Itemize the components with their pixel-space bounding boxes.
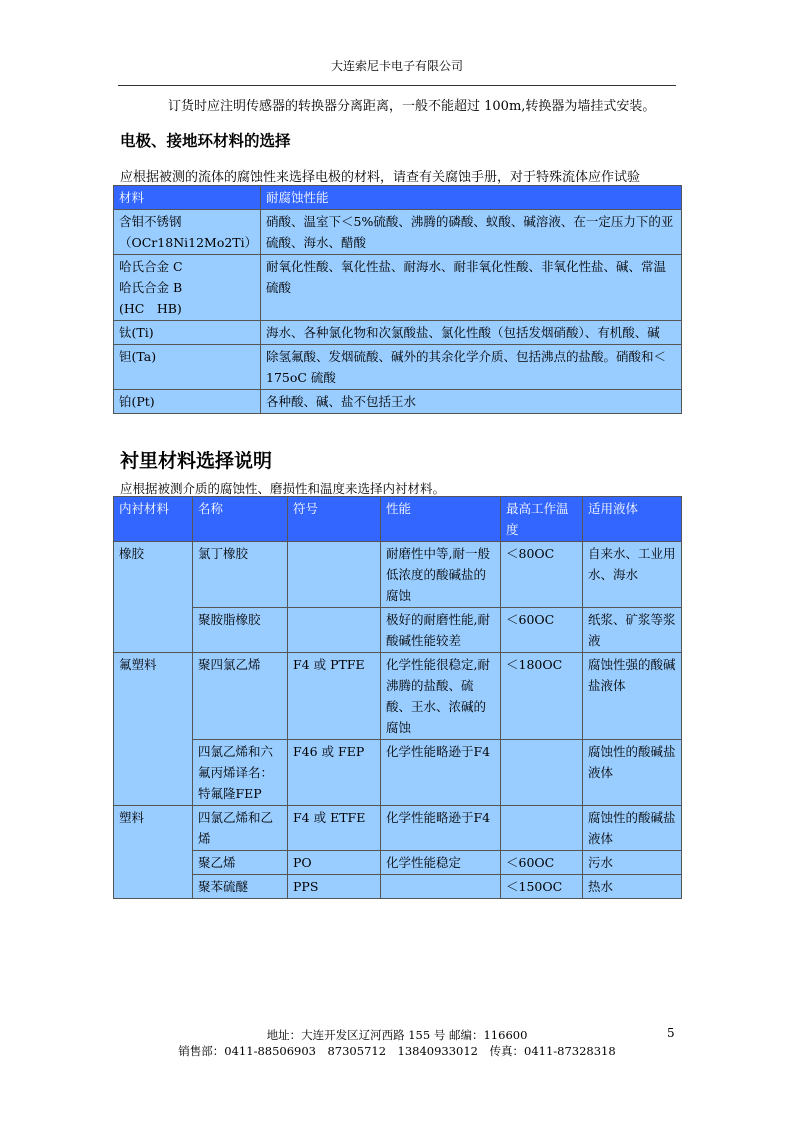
table-row [114, 806, 682, 851]
temp-cell: ＜180OC [501, 653, 583, 740]
resistance-cell: 硝酸、温室下＜5%硫酸、沸腾的磷酸、蚁酸、碱溶液、在一定压力下的亚硫酸、海水、醋酸 [261, 210, 682, 255]
material-cell: 钽(Ta) [114, 345, 261, 390]
name-cell: 四氯乙烯和乙烯 [193, 806, 288, 851]
temp-cell: ＜60OC [501, 608, 583, 653]
temp-cell: ＜80OC [501, 542, 583, 608]
table-row [114, 210, 682, 255]
table-row [114, 321, 682, 345]
temp-cell: ＜150OC [501, 875, 583, 899]
col-header-performance: 性能 [381, 497, 501, 542]
symbol-cell [288, 608, 381, 653]
col-header-resistance: 耐腐蚀性能 [261, 186, 682, 210]
name-cell: 聚乙烯 [193, 851, 288, 875]
section-title-electrode: 电极、接地环材料的选择 [120, 132, 291, 150]
lining-group-cell: 塑料 [114, 806, 193, 899]
liquid-cell: 纸浆、矿浆等浆液 [583, 608, 682, 653]
temp-cell [501, 806, 583, 851]
col-header-liquid: 适用液体 [583, 497, 682, 542]
footer-contact: 销售部：0411-88506903 87305712 13840933012 传真：0411-87328318 [178, 1044, 616, 1058]
liquid-cell: 污水 [583, 851, 682, 875]
performance-cell: 化学性能很稳定,耐沸腾的盐酸、硫酸、王水、浓碱的腐蚀 [381, 653, 501, 740]
section-title-lining: 衬里材料选择说明 [120, 450, 273, 472]
resistance-cell: 除氢氟酸、发烟硫酸、碱外的其余化学介质、包括沸点的盐酸。硝酸和＜175oC 硫酸 [261, 345, 682, 390]
table-row [114, 608, 682, 653]
performance-cell: 化学性能稳定 [381, 851, 501, 875]
table-row [114, 875, 682, 899]
name-cell: 聚四氯乙烯 [193, 653, 288, 740]
material-cell: 含钼不锈钢 （OCr18Ni12Mo2Ti） [114, 210, 261, 255]
liquid-cell: 腐蚀性的酸碱盐液体 [583, 740, 682, 806]
col-header-name: 名称 [193, 497, 288, 542]
electrode-material-table [113, 185, 682, 414]
name-cell: 聚胺脂橡胶 [193, 608, 288, 653]
install-note: 订货时应注明传感器的转换器分离距离，一般不能超过 100m,转换器为墙挂式安装。 [168, 99, 656, 114]
table-row [114, 345, 682, 390]
table-header-row [114, 186, 682, 210]
liquid-cell: 腐蚀性强的酸碱盐液体 [583, 653, 682, 740]
page-number: 5 [667, 1026, 675, 1040]
symbol-cell [288, 542, 381, 608]
name-cell: 氯丁橡胶 [193, 542, 288, 608]
table-header-row [114, 497, 682, 542]
section-intro-electrode: 应根据被测的流体的腐蚀性来选择电极的材料，请查有关腐蚀手册，对于特殊流体应作试验 [120, 170, 641, 185]
header-rule [118, 85, 676, 86]
col-header-max-temp: 最高工作温度 [501, 497, 583, 542]
temp-cell [501, 740, 583, 806]
table-row [114, 740, 682, 806]
resistance-cell: 海水、各种氯化物和次氯酸盐、氯化性酸（包括发烟硝酸）、有机酸、碱 [261, 321, 682, 345]
liquid-cell: 自来水、工业用水、海水 [583, 542, 682, 608]
performance-cell: 极好的耐磨性能,耐酸碱性能较差 [381, 608, 501, 653]
table-row [114, 653, 682, 740]
section-intro-lining: 应根据被测介质的腐蚀性、磨损性和温度来选择内衬材料。 [120, 481, 446, 496]
temp-cell: ＜60OC [501, 851, 583, 875]
liquid-cell: 热水 [583, 875, 682, 899]
symbol-cell: F4 或 PTFE [288, 653, 381, 740]
footer-address: 地址：大连开发区辽河西路 155 号 邮编：116600 [266, 1028, 528, 1042]
table-row [114, 851, 682, 875]
resistance-cell: 耐氧化性酸、氧化性盐、耐海水、耐非氧化性酸、非氧化性盐、碱、常温硫酸 [261, 255, 682, 321]
table-row [114, 255, 682, 321]
col-header-material: 材料 [114, 186, 261, 210]
lining-group-cell: 橡胶 [114, 542, 193, 653]
table-row [114, 542, 682, 608]
material-cell: 铂(Pt) [114, 390, 261, 414]
performance-cell [381, 875, 501, 899]
lining-material-table [113, 496, 682, 899]
symbol-cell: F4 或 ETFE [288, 806, 381, 851]
table-row [114, 390, 682, 414]
material-cell: 哈氏合金 C 哈氏合金 B (HC HB) [114, 255, 261, 321]
page-header: 大连索尼卡电子有限公司 [330, 59, 463, 73]
performance-cell: 耐磨性中等,耐一般低浓度的酸碱盐的腐蚀 [381, 542, 501, 608]
name-cell: 四氯乙烯和六氟丙烯译名：特氟隆FEP [193, 740, 288, 806]
col-header-lining: 内衬材料 [114, 497, 193, 542]
performance-cell: 化学性能略逊于F4 [381, 806, 501, 851]
symbol-cell: PPS [288, 875, 381, 899]
name-cell: 聚苯硫醚 [193, 875, 288, 899]
symbol-cell: F46 或 FEP [288, 740, 381, 806]
liquid-cell: 腐蚀性的酸碱盐液体 [583, 806, 682, 851]
material-cell: 钛(Ti) [114, 321, 261, 345]
symbol-cell: PO [288, 851, 381, 875]
lining-group-cell: 氟塑料 [114, 653, 193, 806]
performance-cell: 化学性能略逊于F4 [381, 740, 501, 806]
col-header-symbol: 符号 [288, 497, 381, 542]
resistance-cell: 各种酸、碱、盐不包括王水 [261, 390, 682, 414]
